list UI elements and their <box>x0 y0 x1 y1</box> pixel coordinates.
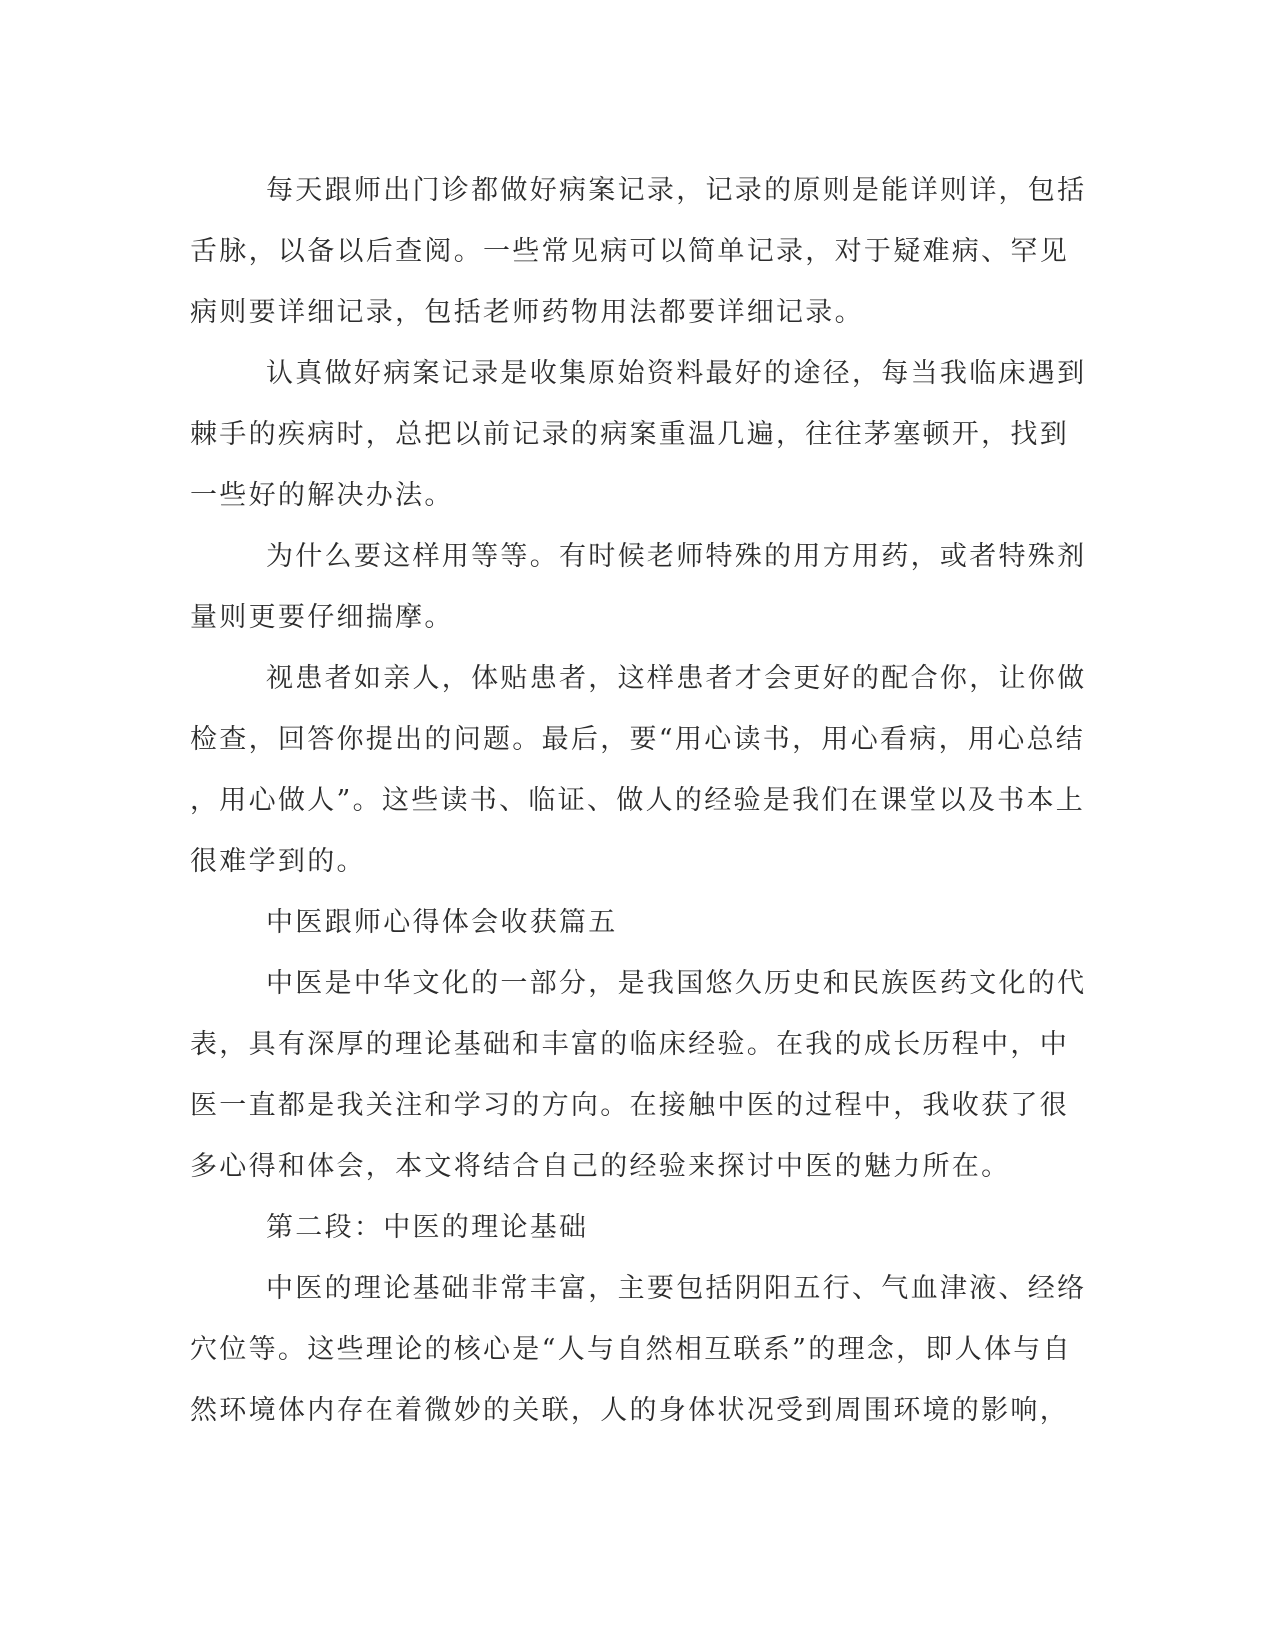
text-line: 然环境体内存在着微妙的关联，人的身体状况受到周围环境的影响， <box>190 1395 1069 1426</box>
text-line: 视患者如亲人，体贴患者，这样患者才会更好的配合你，让你做 <box>266 663 1087 694</box>
paragraph-special-prescriptions <box>190 526 1085 648</box>
text-line: 舌脉，以备以后查阅。一些常见病可以简单记录，对于疑难病、罕见 <box>190 236 1069 267</box>
paragraph-tcm-intro <box>190 953 1085 1197</box>
text-line: 认真做好病案记录是收集原始资料最好的途径，每当我临床遇到 <box>266 358 1087 389</box>
text-line: 多心得和体会，本文将结合自己的经验来探讨中医的魅力所在。 <box>190 1151 1011 1182</box>
text-line: 中医跟师心得体会收获篇五 <box>266 907 618 938</box>
text-line: 病则要详细记录，包括老师药物用法都要详细记录。 <box>190 297 864 328</box>
text-line: 医一直都是我关注和学习的方向。在接触中医的过程中，我收获了很 <box>190 1090 1069 1121</box>
text-line: 量则更要仔细揣摩。 <box>190 602 454 633</box>
text-line: 穴位等。这些理论的核心是“人与自然相互联系”的理念，即人体与自 <box>190 1334 1072 1365</box>
paragraph-tcm-theory <box>190 1258 1085 1441</box>
subsection-heading <box>190 1197 1085 1258</box>
text-line: 每天跟师出门诊都做好病案记录，记录的原则是能详则详，包括 <box>266 175 1087 206</box>
text-line: ，用心做人”。这些读书、临证、做人的经验是我们在课堂以及书本上 <box>190 785 1086 816</box>
text-line: 中医是中华文化的一部分，是我国悠久历史和民族医药文化的代 <box>266 968 1087 999</box>
text-line: 为什么要这样用等等。有时候老师特殊的用方用药，或者特殊剂 <box>266 541 1087 572</box>
text-line: 棘手的疾病时，总把以前记录的病案重温几遍，往往茅塞顿开，找到 <box>190 419 1069 450</box>
text-line: 一些好的解决办法。 <box>190 480 454 511</box>
document-body <box>190 160 1085 1441</box>
text-line: 中医的理论基础非常丰富，主要包括阴阳五行、气血津液、经络 <box>266 1273 1087 1304</box>
section-heading <box>190 892 1085 953</box>
text-line: 很难学到的。 <box>190 846 366 877</box>
text-line: 检查，回答你提出的问题。最后，要“用心读书，用心看病，用心总结 <box>190 724 1086 755</box>
paragraph-case-records <box>190 160 1085 343</box>
text-line: 第二段：中医的理论基础 <box>266 1212 589 1243</box>
paragraph-record-value <box>190 343 1085 526</box>
text-line: 表，具有深厚的理论基础和丰富的临床经验。在我的成长历程中，中 <box>190 1029 1069 1060</box>
paragraph-patients-as-family <box>190 648 1085 892</box>
